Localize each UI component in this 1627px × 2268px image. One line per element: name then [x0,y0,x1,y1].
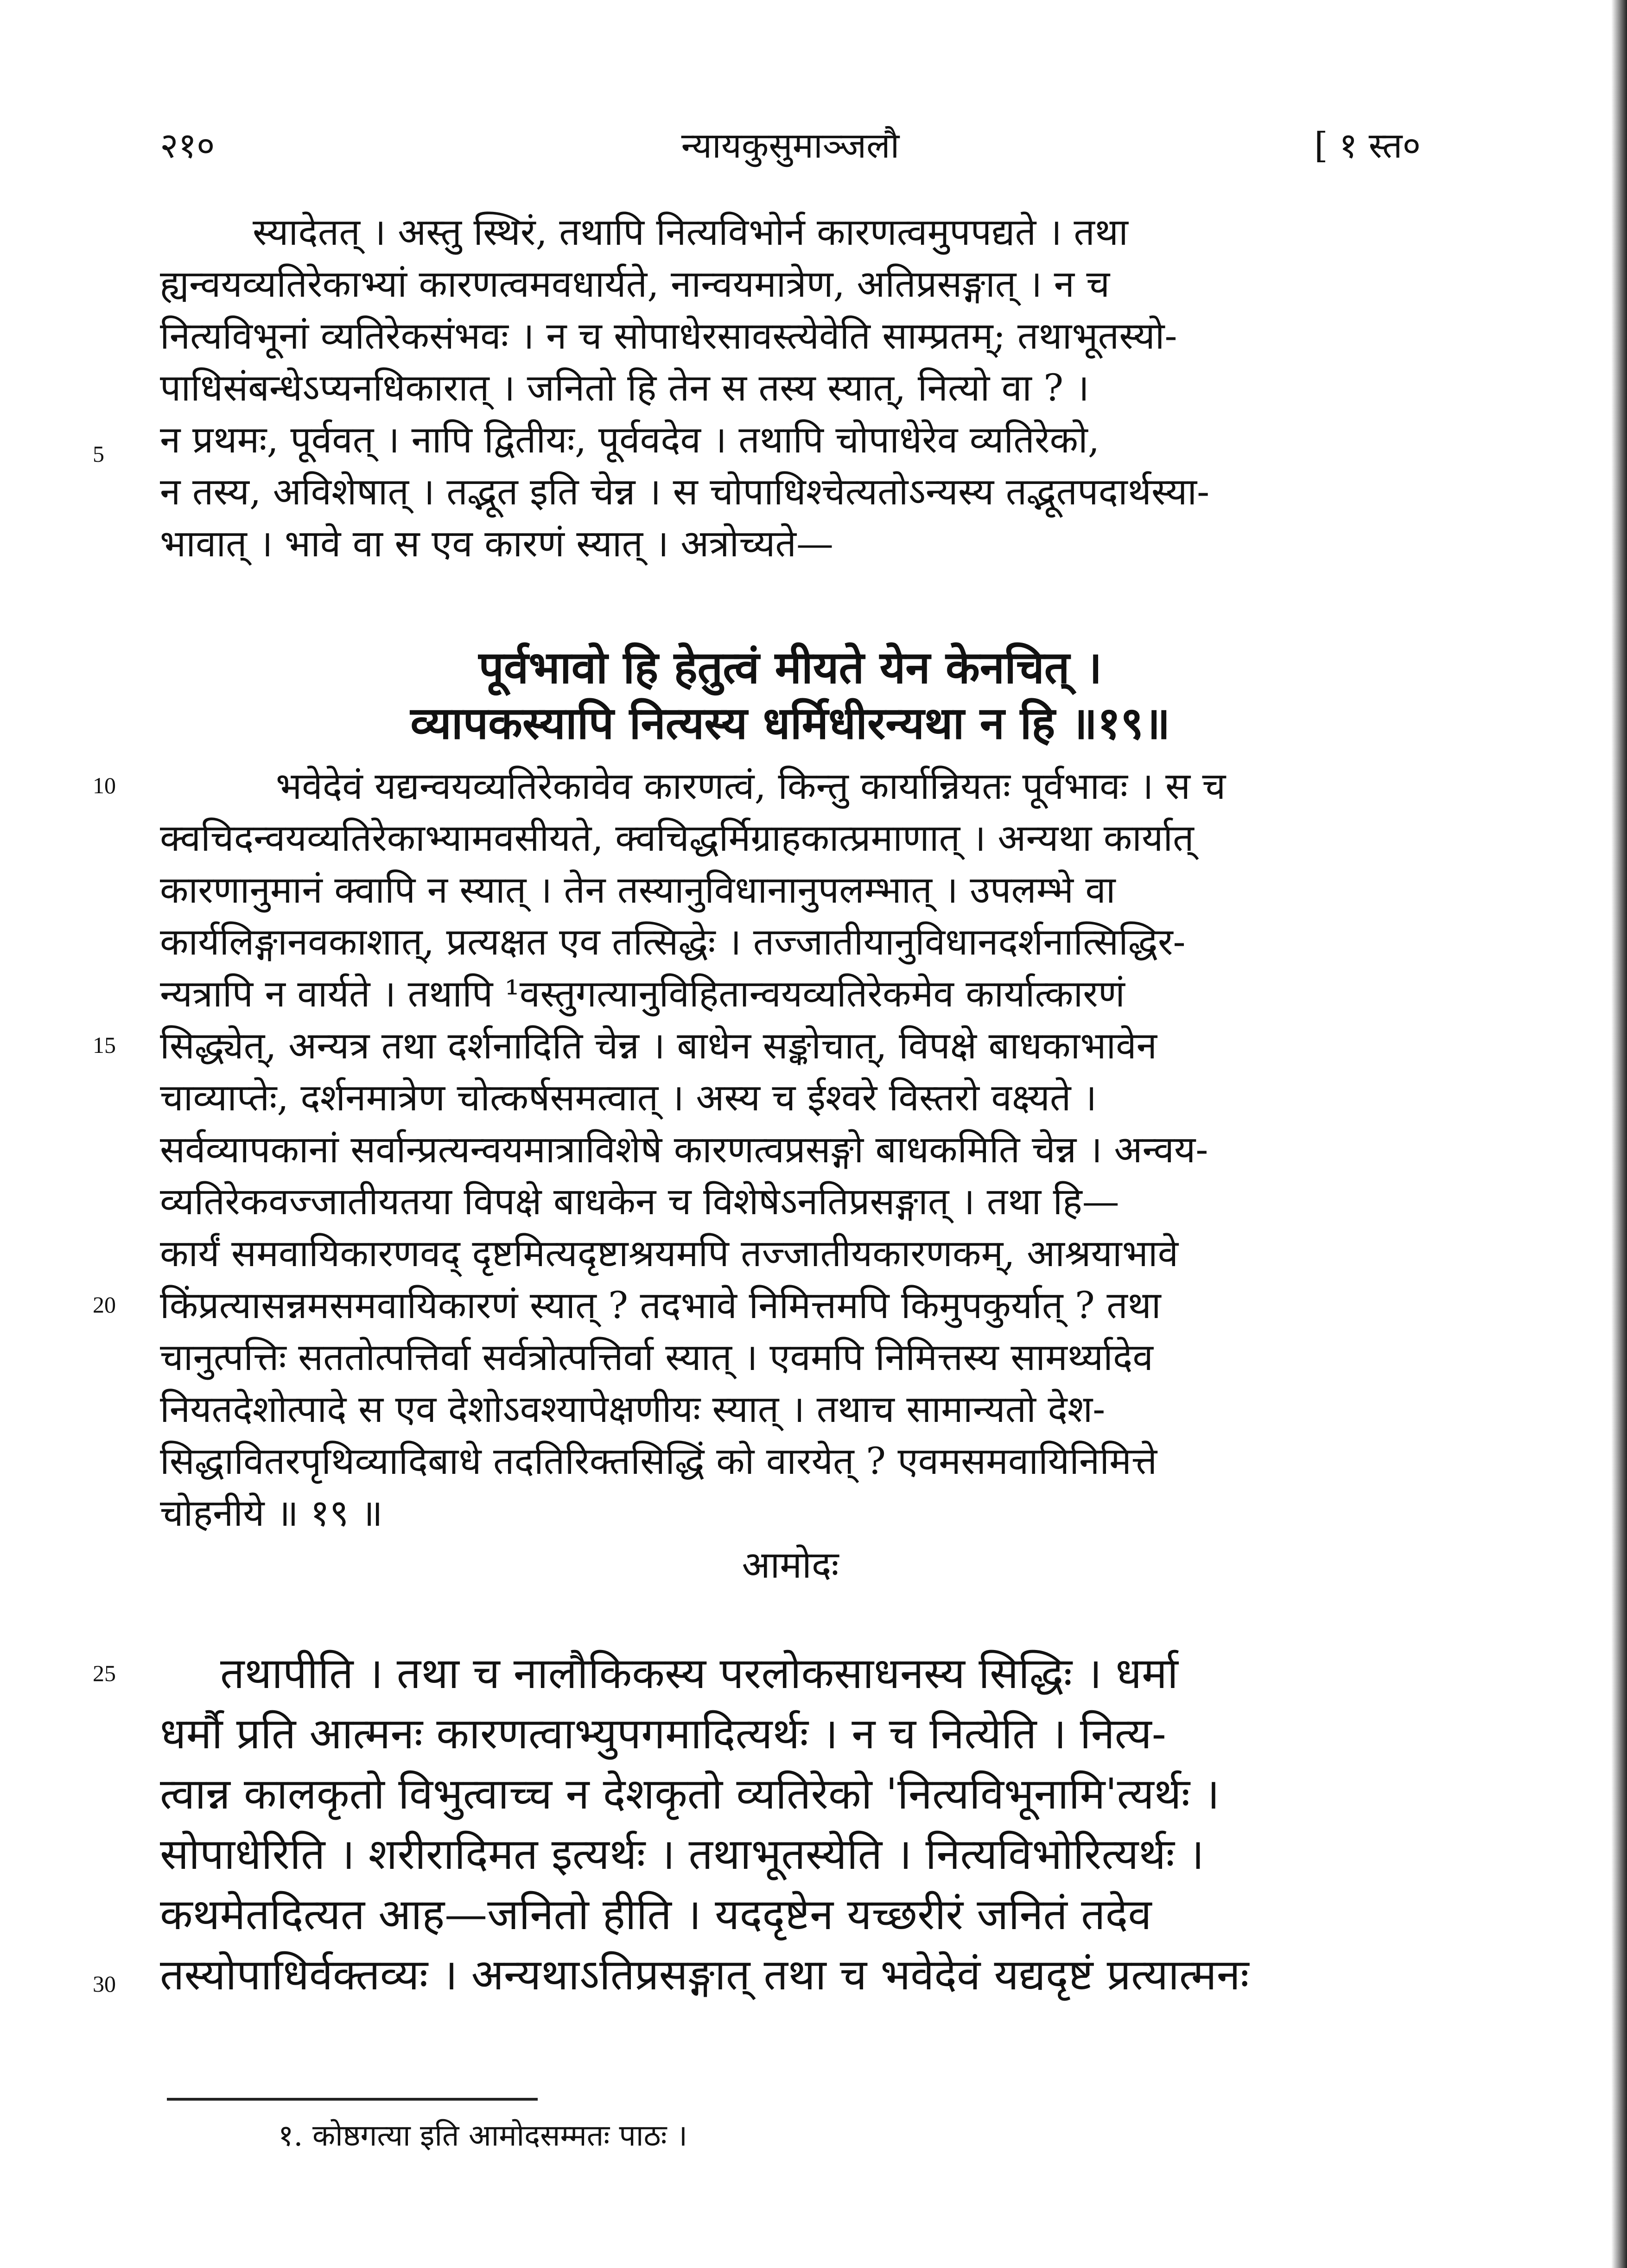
text-line: कार्यलिङ्गानवकाशात्, प्रत्यक्षत एव तत्सिद्धेः । तज्जातीयानुविधानदर्शनात्सिद्धिर- [160,920,1186,963]
text-line: न प्रथमः, पूर्ववत् । नापि द्वितीयः, पूर्ववदेव । तथापि चोपाधेरेव व्यतिरेको, [160,418,1100,461]
commentary-heading: आमोदः [742,1543,839,1586]
line-number: 5 [93,441,104,467]
footnote-rule [167,2098,538,2101]
text-line: ह्यन्वयव्यतिरेकाभ्यां कारणत्वमवधार्यते, नान्वयमात्रेण, अतिप्रसङ्गात् । न च [160,262,1110,306]
page-number: २१० [160,125,215,166]
text-line: न तस्य, अविशेषात् । तद्भूत इति चेन्न । स चोपाधिश्चेत्यतोऽन्यस्य तद्भूतपदार्थस्या- [160,470,1210,513]
footnote: १. कोष्ठगत्या इति आमोदसम्मतः पाठः । [278,2119,688,2153]
text-line: सर्वव्यापकानां सर्वान्प्रत्यन्वयमात्राविशेषे कारणत्वप्रसङ्गो बाधकमिति चेन्न । अन्वय- [160,1128,1208,1171]
text-line: किंप्रत्यासन्नमसमवायिकारणं स्यात् ? तदभावे निमित्तमपि किमुपकुर्यात् ? तथा [160,1284,1161,1327]
running-title: न्यायकुसुमाञ्जलौ [681,125,900,166]
line-number: 30 [93,1971,116,1997]
commentary-passage [160,1644,1421,2005]
text-line: चाव्याप्तेः, दर्शनमात्रेण चोत्कर्षसमत्वात् । अस्य च ईश्वरे विस्तरो वक्ष्यते । [160,1076,1097,1119]
text-passage [160,206,1421,570]
text-line: व्यतिरेकवज्जातीयतया विपक्षे बाधकेन च विशेषेऽनतिप्रसङ्गात् । तथा हि— [160,1180,1119,1223]
line-number: 20 [93,1292,116,1318]
text-line: तथापीति । तथा च नालौकिकस्य परलोकसाधनस्य सिद्धिः । धर्मा [220,1649,1178,1698]
text-line: धर्मौ प्रति आत्मनः कारणत्वाभ्युपगमादित्यर्थः । न च नित्येति । नित्य- [160,1709,1166,1758]
page-header [160,116,1421,176]
text-line: क्वचिदन्वयव्यतिरेकाभ्यामवसीयते, क्वचिद्धर्मिग्राहकात्प्रमाणात् । अन्यथा कार्यात् [160,816,1194,860]
text-line: न्यत्रापि न वार्यते । तथापि ¹वस्तुगत्यानुविहितान्वयव्यतिरेकमेव कार्यात्कारणं [160,972,1125,1015]
text-line: कार्यं समवायिकारणवद् दृष्टमित्यदृष्टाश्रयमपि तज्जातीयकारणकम्, आश्रयाभावे [160,1232,1179,1275]
text-line: चानुत्पत्तिः सततोत्पत्तिर्वा सर्वत्रोत्पत्तिर्वा स्यात् । एवमपि निमित्तस्य सामर्थ्यादेव [160,1336,1153,1379]
explanation-passage [160,760,1421,1591]
verse-line: व्यापकस्यापि नित्यस्य धर्मिधीरन्यथा न हि ॥१९॥ [410,697,1170,749]
text-line: तस्योपाधिर्वक्तव्यः । अन्यथाऽतिप्रसङ्गात् तथा च भवेदेवं यद्यदृष्टं प्रत्यात्मनः [160,1950,1249,2000]
text-line: सोपाधेरिति । शरीरादिमत इत्यर्थः । तथाभूतस्येति । नित्यविभोरित्यर्थः । [160,1829,1204,1879]
text-line: चोहनीये ॥ १९ ॥ [160,1491,383,1535]
section-marker: [ १ स्त० [1314,125,1421,166]
karika-verse [160,640,1421,751]
text-line: पाधिसंबन्धेऽप्यनधिकारात् । जनितो हि तेन स तस्य स्यात्, नित्यो वा ? । [160,366,1089,409]
text-line: सिद्ध्येत्, अन्यत्र तथा दर्शनादिति चेन्न । बाधेन सङ्कोचात्, विपक्षे बाधकाभावेन [160,1024,1157,1067]
text-line: भावात् । भावे वा स एव कारणं स्यात् । अत्रोच्यते— [160,522,833,565]
text-line: कारणानुमानं क्वापि न स्यात् । तेन तस्यानुविधानानुपलम्भात् । उपलम्भे वा [160,868,1116,911]
text-line: कथमेतदित्यत आह—जनितो हीति । यददृष्टेन यच्छरीरं जनितं तदेव [160,1890,1152,1939]
text-line: सिद्धावितरपृथिव्यादिबाधे तदतिरिक्तसिद्धिं को वारयेत् ? एवमसमवायिनिमित्ते [160,1440,1157,1483]
line-number: 25 [93,1660,116,1686]
verse-line: पूर्वभावो हि हेतुत्वं मीयते येन केनचित् । [478,641,1102,694]
text-line: नित्यविभूनां व्यतिरेकसंभवः । न च सोपाधेरसावस्त्येवेति साम्प्रतम्; तथाभूतस्यो- [160,314,1177,357]
text-line: नियतदेशोत्पादे स एव देशोऽवश्यापेक्षणीयः स्यात् । तथाच सामान्यतो देश- [160,1388,1106,1431]
text-line: भवेदेवं यद्यन्वयव्यतिरेकावेव कारणत्वं, किन्तु कार्यान्नियतः पूर्वभावः । स च [276,764,1226,808]
page-edge-shadow [1611,0,1627,2268]
line-number: 10 [93,772,116,798]
text-line: त्वान्न कालकृतो विभुत्वाच्च न देशकृतो व्यतिरेको 'नित्यविभूनामि'त्यर्थः । [160,1769,1220,1819]
text-line: स्यादेतत् । अस्तु स्थिरं, तथापि नित्यविभोर्न कारणत्वमुपपद्यते । तथा [253,210,1128,254]
line-number: 15 [93,1032,116,1058]
